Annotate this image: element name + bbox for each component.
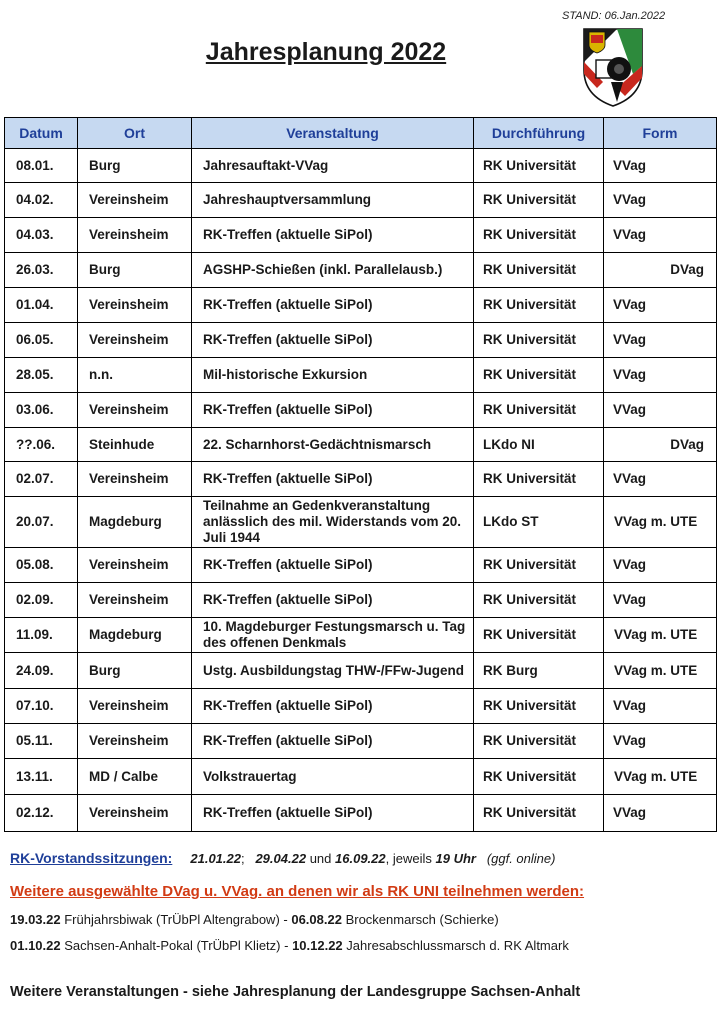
cell-datum: 05.08. xyxy=(5,548,78,583)
cell-ort: Vereinsheim xyxy=(78,323,192,358)
coat-of-arms-logo xyxy=(581,26,645,108)
cell-veranstaltung: Volkstrauertag xyxy=(192,759,474,795)
table-row xyxy=(5,795,717,832)
cell-ort: Vereinsheim xyxy=(78,724,192,759)
further-events-heading: Weitere ausgewählte DVag u. VVag. an denen wir als RK UNI teilnehmen werden: xyxy=(10,883,585,900)
cell-durchfuehrung: LKdo ST xyxy=(474,497,604,548)
table-row xyxy=(5,288,717,323)
event-date: 01.10.22 xyxy=(10,938,61,953)
header-durchfuehrung: Durchführung xyxy=(474,118,604,149)
board-meeting-date-2: 29.04.22 xyxy=(255,851,307,866)
table-row xyxy=(5,323,717,358)
table-row xyxy=(5,583,717,618)
cell-datum: 05.11. xyxy=(5,724,78,759)
cell-ort: Steinhude xyxy=(78,428,192,462)
table-row xyxy=(5,183,717,218)
cell-form: VVag xyxy=(604,548,717,583)
cell-durchfuehrung: RK Universität xyxy=(474,462,604,497)
board-meetings-line xyxy=(10,850,555,866)
cell-form: VVag m. UTE xyxy=(604,618,717,653)
cell-ort: Vereinsheim xyxy=(78,583,192,618)
cell-ort: Vereinsheim xyxy=(78,393,192,428)
cell-form: VVag xyxy=(604,724,717,759)
cell-ort: Vereinsheim xyxy=(78,795,192,832)
table-row xyxy=(5,689,717,724)
table-row xyxy=(5,548,717,583)
table-row xyxy=(5,218,717,253)
cell-durchfuehrung: LKdo NI xyxy=(474,428,604,462)
footer-note: Weitere Veranstaltungen - siehe Jahresplanung der Landesgruppe Sachsen-Anhalt xyxy=(10,984,581,1000)
cell-form: VVag xyxy=(604,183,717,218)
event-sep: - xyxy=(280,938,293,953)
cell-durchfuehrung: RK Universität xyxy=(474,548,604,583)
event-text: Frühjahrsbiwak (TrÜbPl Altengrabow) xyxy=(64,912,280,927)
event-date: 19.03.22 xyxy=(10,912,61,927)
cell-ort: Magdeburg xyxy=(78,618,192,653)
cell-durchfuehrung: RK Universität xyxy=(474,689,604,724)
cell-durchfuehrung: RK Universität xyxy=(474,795,604,832)
table-header-row xyxy=(5,118,717,149)
header-datum: Datum xyxy=(5,118,78,149)
cell-form: VVag xyxy=(604,583,717,618)
cell-ort: Vereinsheim xyxy=(78,548,192,583)
cell-durchfuehrung: RK Universität xyxy=(474,323,604,358)
header-form: Form xyxy=(604,118,717,149)
table-row xyxy=(5,428,717,462)
cell-datum: 13.11. xyxy=(5,759,78,795)
event-table xyxy=(4,117,717,832)
cell-datum: 24.09. xyxy=(5,653,78,689)
header-ort: Ort xyxy=(78,118,192,149)
cell-datum: 01.04. xyxy=(5,288,78,323)
cell-form: VVag xyxy=(604,323,717,358)
cell-form: VVag xyxy=(604,689,717,724)
cell-form: DVag xyxy=(604,428,717,462)
board-meeting-date-3: 16.09.22 xyxy=(335,851,386,866)
stand-date: STAND: 06.Jan.2022 xyxy=(562,10,666,22)
cell-durchfuehrung: RK Universität xyxy=(474,618,604,653)
cell-ort: Vereinsheim xyxy=(78,462,192,497)
event-text: Sachsen-Anhalt-Pokal (TrÜbPl Klietz) xyxy=(64,938,281,953)
table-row xyxy=(5,618,717,653)
cell-durchfuehrung: RK Universität xyxy=(474,393,604,428)
cell-form: VVag xyxy=(604,149,717,183)
cell-form: VVag xyxy=(604,218,717,253)
cell-veranstaltung: RK-Treffen (aktuelle SiPol) xyxy=(192,288,474,323)
further-events-line-1 xyxy=(10,912,499,927)
cell-form: DVag xyxy=(604,253,717,288)
board-meeting-note: (ggf. online) xyxy=(486,851,556,866)
cell-durchfuehrung: RK Universität xyxy=(474,358,604,393)
cell-datum: ??.06. xyxy=(5,428,78,462)
cell-durchfuehrung: RK Universität xyxy=(474,183,604,218)
cell-ort: MD / Calbe xyxy=(78,759,192,795)
cell-durchfuehrung: RK Universität xyxy=(474,759,604,795)
cell-datum: 02.09. xyxy=(5,583,78,618)
cell-form: VVag xyxy=(604,795,717,832)
cell-veranstaltung: RK-Treffen (aktuelle SiPol) xyxy=(192,393,474,428)
cell-form: VVag xyxy=(604,358,717,393)
board-meeting-date-1: 21.01.22 xyxy=(190,851,241,866)
cell-datum: 20.07. xyxy=(5,497,78,548)
table-row xyxy=(5,149,717,183)
event-text: Brockenmarsch (Schierke) xyxy=(345,912,499,927)
cell-durchfuehrung: RK Universität xyxy=(474,724,604,759)
cell-datum: 07.10. xyxy=(5,689,78,724)
cell-ort: n.n. xyxy=(78,358,192,393)
table-row xyxy=(5,759,717,795)
event-date: 10.12.22 xyxy=(292,938,343,953)
further-events-line-2 xyxy=(10,938,569,953)
event-date: 06.08.22 xyxy=(291,912,342,927)
table-row xyxy=(5,358,717,393)
cell-ort: Vereinsheim xyxy=(78,288,192,323)
cell-ort: Burg xyxy=(78,653,192,689)
cell-form: VVag m. UTE xyxy=(604,497,717,548)
cell-veranstaltung: RK-Treffen (aktuelle SiPol) xyxy=(192,323,474,358)
event-text: Jahresabschlussmarsch d. RK Altmark xyxy=(346,938,569,953)
cell-veranstaltung: Teilnahme an Gedenkveranstaltung anlässlich des mil. Widerstands vom 20. Juli 1944 xyxy=(192,497,474,548)
cell-form: VVag m. UTE xyxy=(604,759,717,795)
cell-veranstaltung: RK-Treffen (aktuelle SiPol) xyxy=(192,724,474,759)
cell-veranstaltung: RK-Treffen (aktuelle SiPol) xyxy=(192,218,474,253)
cell-veranstaltung: Jahreshauptversammlung xyxy=(192,183,474,218)
table-row xyxy=(5,497,717,548)
cell-ort: Vereinsheim xyxy=(78,183,192,218)
board-meeting-jeweils: , jeweils xyxy=(385,851,432,866)
table-body xyxy=(5,149,717,832)
cell-veranstaltung: RK-Treffen (aktuelle SiPol) xyxy=(192,548,474,583)
board-meetings-label: RK-Vorstandssitzungen: xyxy=(10,850,173,866)
cell-veranstaltung: RK-Treffen (aktuelle SiPol) xyxy=(192,583,474,618)
table-row xyxy=(5,653,717,689)
header-veranstaltung: Veranstaltung xyxy=(192,118,474,149)
cell-datum: 03.06. xyxy=(5,393,78,428)
cell-durchfuehrung: RK Universität xyxy=(474,253,604,288)
cell-form: VVag xyxy=(604,288,717,323)
table-row xyxy=(5,253,717,288)
cell-veranstaltung: 10. Magdeburger Festungsmarsch u. Tag des offenen Denkmals xyxy=(192,618,474,653)
board-meeting-time: 19 Uhr xyxy=(435,851,476,866)
board-meeting-und: und xyxy=(309,851,332,866)
cell-ort: Vereinsheim xyxy=(78,218,192,253)
cell-datum: 02.12. xyxy=(5,795,78,832)
cell-datum: 04.03. xyxy=(5,218,78,253)
cell-ort: Burg xyxy=(78,149,192,183)
cell-durchfuehrung: RK Universität xyxy=(474,149,604,183)
cell-veranstaltung: 22. Scharnhorst-Gedächtnismarsch xyxy=(192,428,474,462)
cell-datum: 11.09. xyxy=(5,618,78,653)
cell-veranstaltung: Jahresauftakt-VVag xyxy=(192,149,474,183)
table-row xyxy=(5,724,717,759)
event-sep: - xyxy=(279,912,292,927)
cell-veranstaltung: RK-Treffen (aktuelle SiPol) xyxy=(192,462,474,497)
cell-datum: 02.07. xyxy=(5,462,78,497)
cell-veranstaltung: RK-Treffen (aktuelle SiPol) xyxy=(192,689,474,724)
table-row xyxy=(5,462,717,497)
cell-durchfuehrung: RK Universität xyxy=(474,583,604,618)
cell-ort: Magdeburg xyxy=(78,497,192,548)
cell-form: VVag xyxy=(604,462,717,497)
cell-veranstaltung: AGSHP-Schießen (inkl. Parallelausb.) xyxy=(192,253,474,288)
board-meeting-sep: ; xyxy=(240,851,245,866)
cell-veranstaltung: Ustg. Ausbildungstag THW-/FFw-Jugend xyxy=(192,653,474,689)
cell-veranstaltung: RK-Treffen (aktuelle SiPol) xyxy=(192,795,474,832)
page-title: Jahresplanung 2022 xyxy=(205,38,447,66)
cell-durchfuehrung: RK Burg xyxy=(474,653,604,689)
cell-datum: 06.05. xyxy=(5,323,78,358)
cell-durchfuehrung: RK Universität xyxy=(474,218,604,253)
cell-datum: 26.03. xyxy=(5,253,78,288)
cell-form: VVag m. UTE xyxy=(604,653,717,689)
cell-ort: Burg xyxy=(78,253,192,288)
cell-datum: 04.02. xyxy=(5,183,78,218)
cell-datum: 08.01. xyxy=(5,149,78,183)
table-row xyxy=(5,393,717,428)
cell-ort: Vereinsheim xyxy=(78,689,192,724)
cell-form: VVag xyxy=(604,393,717,428)
cell-datum: 28.05. xyxy=(5,358,78,393)
cell-durchfuehrung: RK Universität xyxy=(474,288,604,323)
cell-veranstaltung: Mil-historische Exkursion xyxy=(192,358,474,393)
